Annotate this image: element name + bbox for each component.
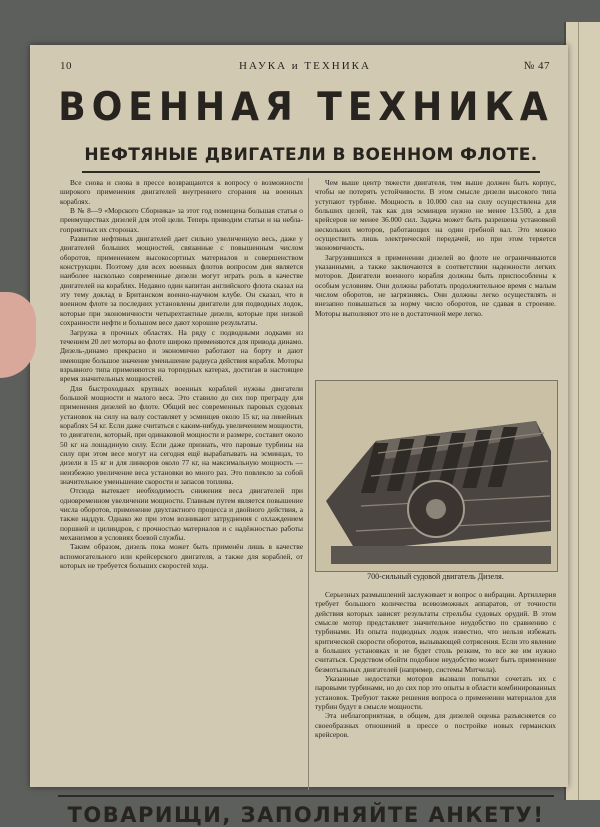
adjacent-page-edge [564,22,600,800]
paragraph: Загрузка в прочных областях. На ряду с подводными лодками из течением 20 лет моторы во флоте широко применяются для привода динамо. Дизель-динамо прекрасно и экономично работают на борту и дают имеющие большое значение уменьшение радиуса действия корабля. Моторы взрывного типа применяются на торпедных катерах, достигая в настоящее время значительных мощностей. [60,327,303,384]
paragraph: Отсюда вытекает необходимость снижения веса двигателей при одновременном увеличении мощности. Главным путем является повышение числа оборотов, применение двухтактного процесса и двойного действия, а также наддув. Однако же при этом возникают затруднения с охлаждением поршней и цилиндров, с прочностью материалов и с надёжностью работы механизмов в условиях боевой службы. [60,486,303,543]
right-column-bottom [315,590,556,790]
column-divider [308,178,309,790]
right-column-top [315,178,556,378]
paragraph: Эта неблагоприятная, в общем, для дизелей оценка разъясняется со своеобразных отношений в прессе о постройке новых германских крейсеров. [315,711,556,740]
section-title: ВОЕННАЯ ТЕХНИКА [58,84,554,131]
issue-number: № 47 [523,60,550,72]
magazine-name: НАУКА и ТЕХНИКА [239,60,371,72]
page-number: 10 [60,60,72,72]
paragraph: Для быстроходных крупных военных кораблей нужны двигатели большой мощности и малого веса. Это ставило до сих пор преграду для применения дизелей во флоте. Общий вес современных паровых судовых установок на силу на валу составляет у эсминцев около 15 кг, на линейных кораблях 54 кг. Если даже считаться с каким-нибудь увеличением мощности, то двигатели, который, при одинаковой мощности и размере, составит около 50 кг на лошадиную силу. Если даже признать, что паровые турбины на силу при этом весе могут на сегодня ещё вырабатывать на эсминцах, то дизели в 15 кг и для линкоров около 77 кг, на максимальную мощность — неизбежно увеличение веса установки во много раз. Это повлекло за собой значительное уменьшение скорости и запасов топлива. [60,383,303,486]
paragraph: Загрузившихся в применении дизелей во флоте не ограничиваются указанными, а также заключаются в соответствии надежности легких моторов. Двигатели военного корабля должны быть приспособлены к особым условиям. Они должны работать продолжительное время с малым числом оборотов, не загрязняясь. Они должны легко осуществлять и внезапно повышаться за норму число оборотов, не сдавая в строение. Моторы выполняют это не в достаточной мере легко. [315,252,556,318]
magazine-page [30,45,568,827]
paragraph: В № 8—9 «Морского Сборника» за этот год помещена большая статья о преимуществах дизелей для этой цели. Теперь приводим статьи и на неблагоприятных их сторонах. [60,206,303,234]
engine-illustration [316,381,557,571]
footer-divider [58,795,554,797]
paragraph: Серьезных размышлений заслуживает и вопрос о вибрации. Артиллерия требует большого количества всевозможных аппаратов, от точности действия которых зависят результаты стрельбы судовых орудий. В этом смысле мотор представляет значительное неудобство по сравнению с турбинами. Из опыта подводных лодок известно, что нельзя избежать критической скорости оборотов, вызывающей сотрясения. Если это явление в больших установках и не будет столь резким, то все же им нужно считаться. Средством обойти подобное неудобство может быть применение безмотыльных двигателей (например, системы Митчела). [315,590,556,674]
figure-caption: 700-сильный судовой двигатель Дизеля. [367,572,504,581]
paragraph: Все снова и снова в прессе возвращаются к вопросу о возможности широкого применения двигателей внутреннего сгорания на военных кораблях. [60,178,303,206]
survey-banner: ТОВАРИЩИ, ЗАПОЛНЯЙТЕ АНКЕТУ! [67,803,545,827]
left-column [60,178,303,790]
paragraph: Таким образом, дизель пока может быть применён лишь в качестве вспомогательного или крейсерского двигателя, а также для кораблей, от которых не требуется больших скоростей хода. [60,542,303,571]
paragraph: Чем выше центр тяжести двигателя, тем выше должен быть корпус, чтобы не потерять устойчивости. В этом смысле дизели высокого типа уступают турбине. Мощность в 10.000 сил на силу осуществлена для больших целей, так как для эсминцев нужно не менее 13.500, а для крейсеров не менее 36.000 сил. Задача может быть разрешена установкой нескольких моторов, работающих на один гребной вал. Это можно осуществить лишь электрической передачей, но при этом теряется экономичность. [315,178,556,253]
article-title: НЕФТЯНЫЕ ДВИГАТЕЛИ В ВОЕННОМ ФЛОТЕ. [82,145,540,173]
running-header [60,60,550,78]
paragraph: Указанные недостатки моторов вызвали попытки сочетать их с паровыми турбинами, но до сих пор это опыты в области комбинированных установок. Требуют также решения вопроса о применении материалов для турбин будут в смысле мощности. [315,674,556,712]
diesel-engine-photo [315,380,558,572]
paragraph: Развитие нефтяных двигателей дает сильно увеличенную весь, даже у двигателей больших мощностей, связанные с повышенным числом оборотов, применением высокосортных материалов и совершенством конструкции. Поэтому для всех военных флотов вопросом дня является наиболее насколько современные дизели могут играть роль в качестве двигателей на кораблях. Недавно один капитан английского флота сказал на эту тему доклад в Британском военно-научном клубе. Он сказал, что в военном флоте за последних установлены двигатели для подводных лодок, которые при экономичности четырехтактные дизели, которые при низкой сохранности нефти и большом весе дают хорошие результаты. [60,234,303,328]
